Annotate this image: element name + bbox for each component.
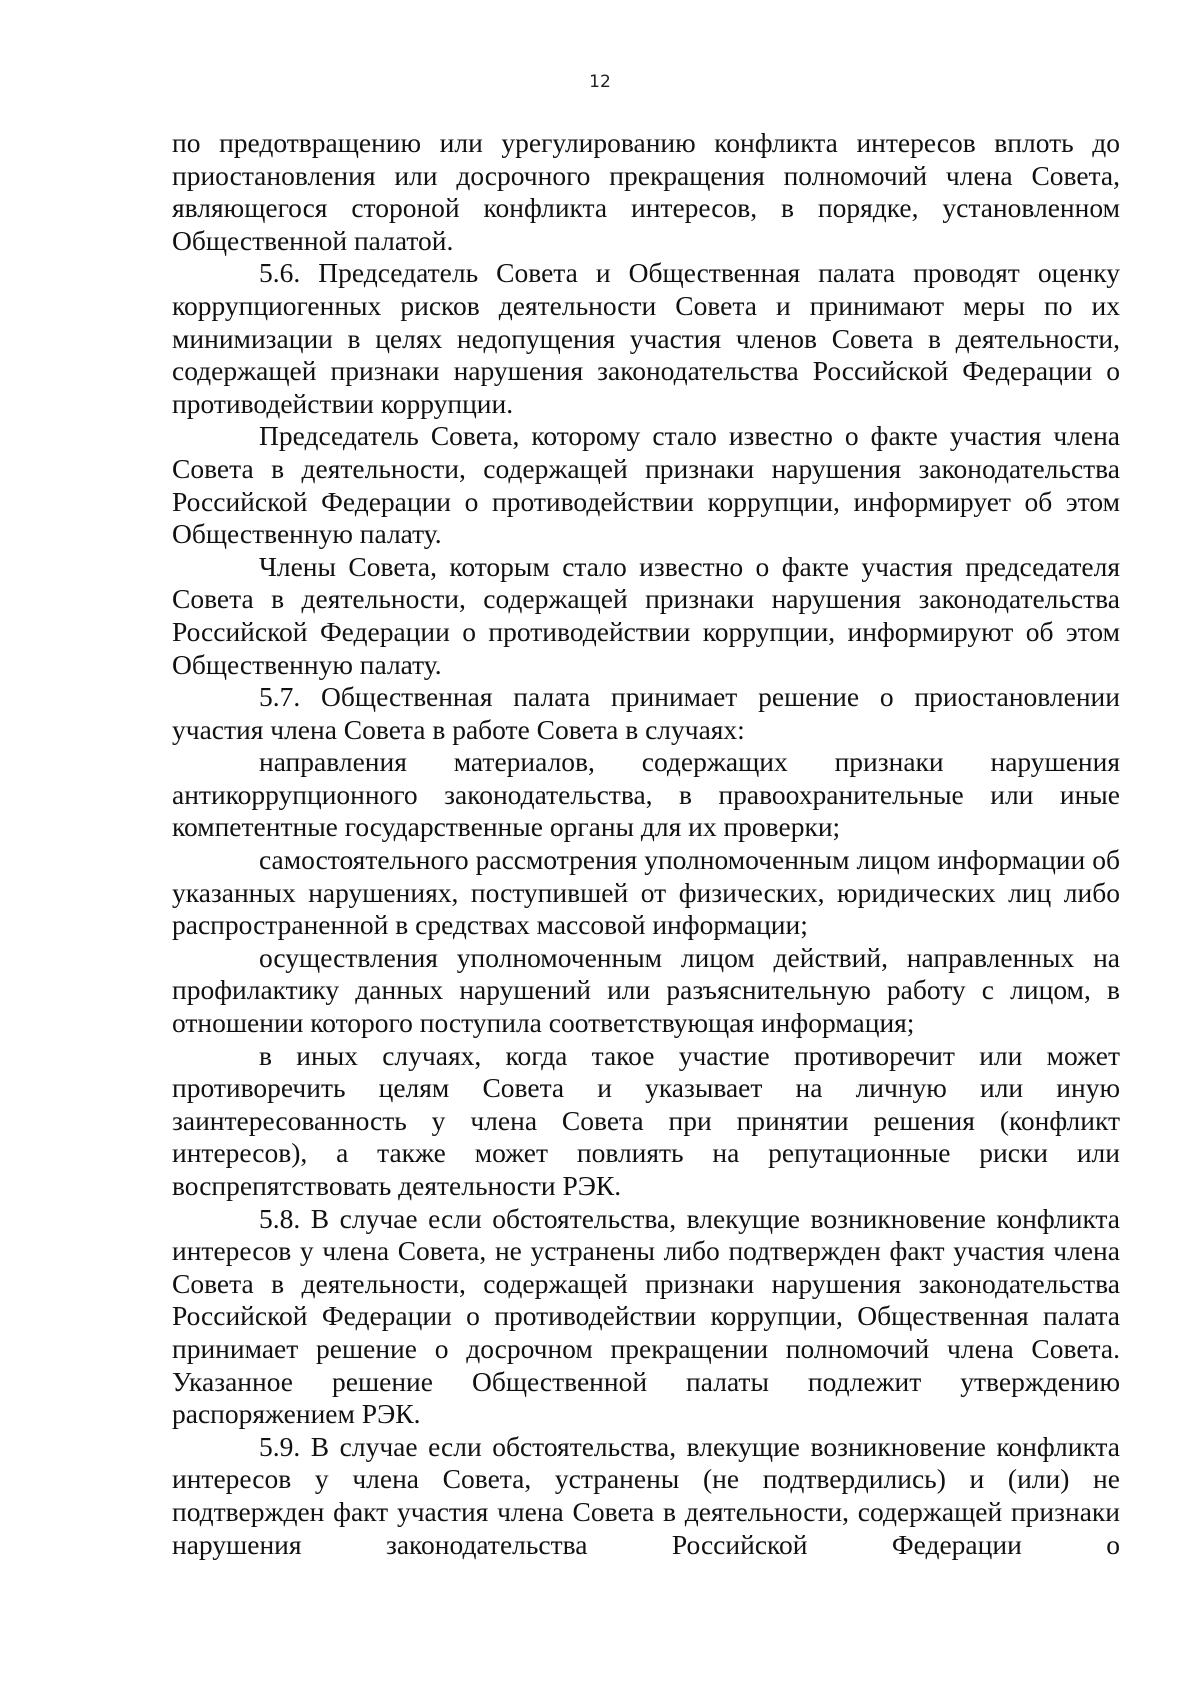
paragraph-continuation: по предотвращению или урегулированию конфликта интересов вплоть до приостановления или досрочного прекращения полномочий члена Совета, являющегося стороной конфликта интересов, в порядке, установленном Общественной палатой. (172, 127, 1120, 256)
paragraph-5-9: 5.9. В случае если обстоятельства, влекущие возникновение конфликта интересов у члена Совета, устранены (не подтвердились) и (или) не подтвержден факт участия члена Совета в деятельности, содержащей признаки нарушения законодательства Российской Федерации о (172, 1430, 1120, 1560)
list-item-materials: направления материалов, содержащих признаки нарушения антикоррупционного законодательства, в правоохранительные или иные компетентные государственные органы для их проверки; (172, 746, 1120, 843)
page-number: 12 (589, 72, 611, 92)
paragraph-5-8: 5.8. В случае если обстоятельства, влекущие возникновение конфликта интересов у члена Совета, не устранены либо подтвержден факт участия члена Совета в деятельности, содержащей признаки нарушения законодательства Российской Федерации о противодействии коррупции, Общественная палата принимает решение о досрочном прекращении полномочий члена Совета. Указанное решение Общественной палаты подлежит утверждению распоряжением РЭК. (172, 1202, 1120, 1430)
paragraph-members-inform: Члены Совета, которым стало известно о факте участия председателя Совета в деятельности, содержащей признаки нарушения законодательства Российской Федерации о противодействии коррупции, информируют об этом Общественную палату. (172, 550, 1120, 680)
list-item-prevention: осуществления уполномоченным лицом действий, направленных на профилактику данных нарушений или разъяснительную работу с лицом, в отношении которого поступила соответствующая информация; (172, 941, 1120, 1039)
document-body (172, 127, 1120, 1561)
paragraph-chairman-informs: Председатель Совета, которому стало известно о факте участия члена Совета в деятельности, содержащей признаки нарушения законодательства Российской Федерации о противодействии коррупции, информирует об этом Общественную палату. (172, 420, 1120, 550)
list-item-review: самостоятельного рассмотрения уполномоченным лицом информации об указанных нарушениях, поступившей от физических, юридических лиц либо распространенной в средствах массовой информации; (172, 844, 1120, 941)
paragraph-5-6: 5.6. Председатель Совета и Общественная палата проводят оценку коррупциогенных рисков деятельности Совета и принимают меры по их минимизации в целях недопущения участия членов Совета в деятельности, содержащей признаки нарушения законодательства Российской Федерации о противодействии коррупции. (172, 257, 1120, 419)
list-item-other-cases: в иных случаях, когда такое участие противоречит или может противоречить целям Совета и указывает на личную или иную заинтересованность у члена Совета при принятии решения (конфликт интересов), а также может повлиять на репутационные риски или воспрепятствовать деятельности РЭК. (172, 1039, 1120, 1201)
paragraph-5-7: 5.7. Общественная палата принимает решение о приостановлении участия члена Совета в работе Совета в случаях: (172, 681, 1120, 745)
